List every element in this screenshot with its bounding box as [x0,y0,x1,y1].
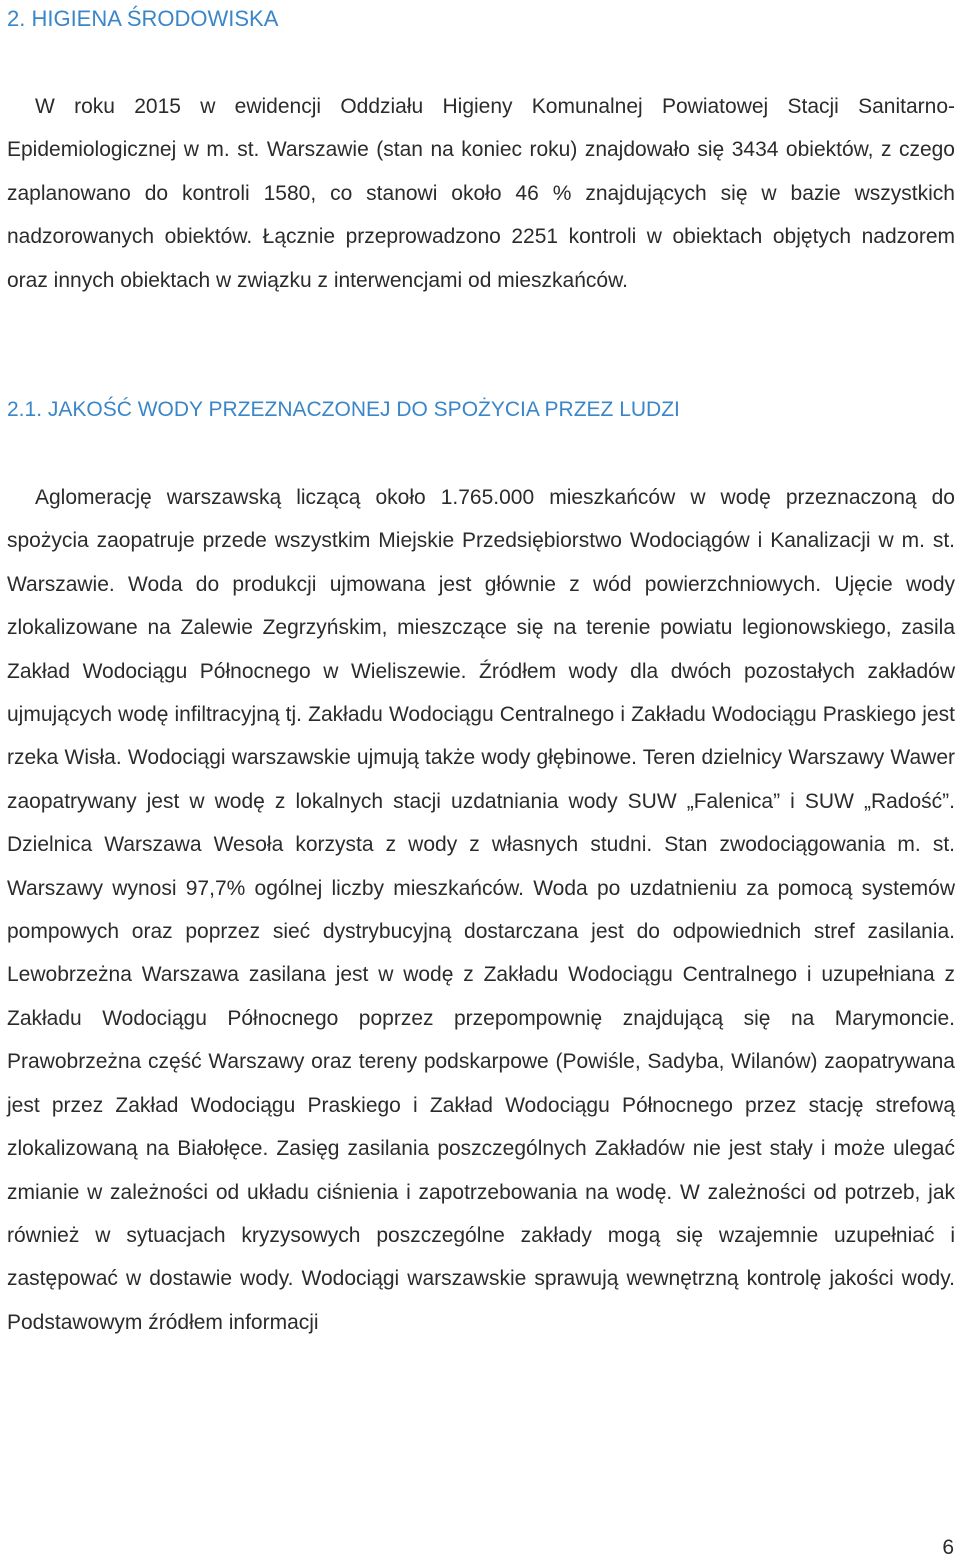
page-number: 6 [942,1536,954,1559]
intro-paragraph: W roku 2015 w ewidencji Oddziału Higieny Komunalnej Powiatowej Stacji Sanitarno-Epidemiologicznej w m. st. Warszawie (stan na koniec roku) znajdowało się 3434 obiektów, z czego zaplanowano do kontroli 1580, co stanowi około 46 % znajdujących się w bazie wszystkich nadzorowanych obiektów. Łącznie przeprowadzono 2251 kontroli w obiektach objętych nadzorem oraz innych obiektach w związku z interwencjami od mieszkańców. [7,95,955,292]
section-heading: 2. HIGIENA ŚRODOWISKA [7,6,279,31]
subsection-heading: 2.1. JAKOŚĆ WODY PRZEZNACZONEJ DO SPOŻYCIA PRZEZ LUDZI [7,398,680,421]
body-paragraph: Aglomerację warszawską liczącą około 1.765.000 mieszkańców w wodę przeznaczoną do spożycia zaopatruje przede wszystkim Miejskie Przedsiębiorstwo Wodociągów i Kanalizacji w m. st. Warszawie. Woda do produkcji ujmowana jest głównie z wód powierzchniowych. Ujęcie wody zlokalizowane na Zalewie Zegrzyńskim, mieszczące się na terenie powiatu legionowskiego, zasila Zakład Wodociągu Północnego w Wieliszewie. Źródłem wody dla dwóch pozostałych zakładów ujmujących wodę infiltracyjną tj. Zakładu Wodociągu Centralnego i Zakładu Wodociągu Praskiego jest rzeka Wisła. Wodociągi warszawskie ujmują także wody głębinowe. Teren dzielnicy Warszawy Wawer zaopatrywany jest w wodę z lokalnych stacji uzdatniania wody SUW „Falenica” i SUW „Radość”. Dzielnica Warszawa Wesoła korzysta z wody z własnych studni. Stan zwodociągowania m. st. Warszawy wynosi 97,7% ogólnej liczby mieszkańców. Woda po uzdatnieniu za pomocą systemów pompowych oraz poprzez sieć dystrybucyjną dostarczana jest do odpowiednich stref zasilania. Lewobrzeżna Warszawa zasilana jest w wodę z Zakładu Wodociągu Centralnego i uzupełniana z Zakładu Wodociągu Północnego poprzez przepompownię znajdującą się na Marymoncie. Prawobrzeżna część Warszawy oraz tereny podskarpowe (Powiśle, Sadyba, Wilanów) zaopatrywana jest przez Zakład Wodociągu Praskiego i Zakład Wodociągu Północnego przez stację strefową zlokalizowaną na Białołęce. Zasięg zasilania poszczególnych Zakładów nie jest stały i może ulegać zmianie w zależności od układu ciśnienia i zapotrzebowania na wodę. W zależności od potrzeb, jak również w sytuacjach kryzysowych poszczególne zakłady mogą się wzajemnie uzupełniać i zastępować w dostawie wody. Wodociągi warszawskie sprawują wewnętrzną kontrolę jakości wody. Podstawowym źródłem informacji [7,486,955,1334]
